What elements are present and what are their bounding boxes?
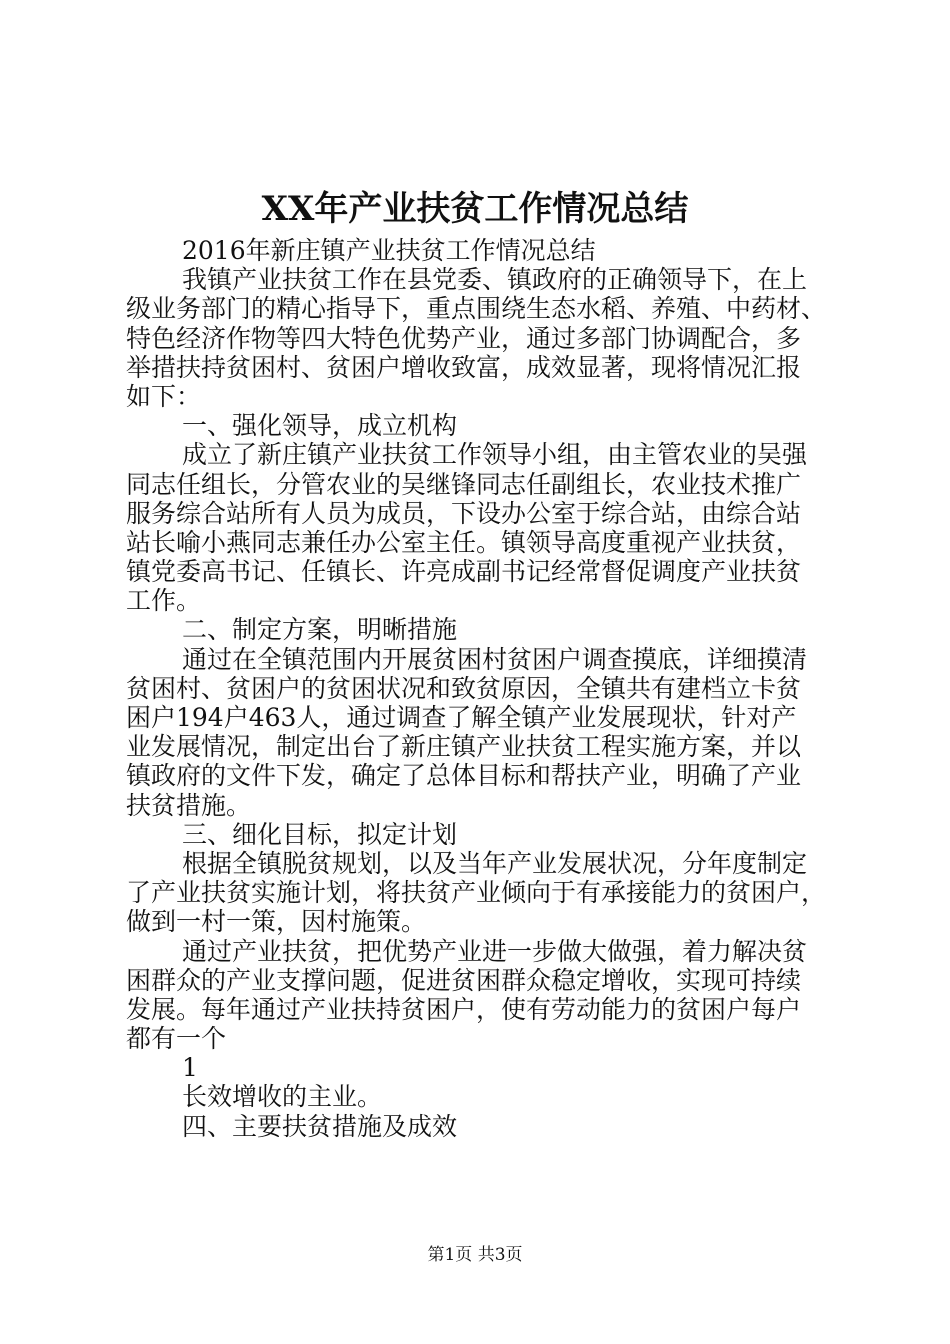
body-line: 服务综合站所有人员为成员，下设办公室于综合站，由综合站 xyxy=(126,498,802,528)
body-line: 通过产业扶贫，把优势产业进一步做大做强，着力解决贫 xyxy=(182,936,808,966)
body-line: 我镇产业扶贫工作在县党委、镇政府的正确领导下，在上 xyxy=(182,265,808,295)
section-heading: 四、主要扶贫措施及成效 xyxy=(182,1111,458,1141)
body-line: 工作。 xyxy=(126,586,202,616)
body-line: 同志任组长，分管农业的吴继锋同志任副组长，农业技术推广 xyxy=(126,469,802,499)
body-line: 2016年新庄镇产业扶贫工作情况总结 xyxy=(182,236,596,265)
page-footer: 第1页 共3页 xyxy=(427,1245,523,1265)
body-line: 镇党委高书记、任镇长、许亮成副书记经常督促调度产业扶贫 xyxy=(126,557,802,587)
body-line: 举措扶持贫困村、贫困户增收致富，成效显著，现将情况汇报 xyxy=(126,352,802,382)
body-line: 站长喻小燕同志兼任办公室主任。镇领导高度重视产业扶贫， xyxy=(126,527,802,557)
body-line: 做到一村一策，因村施策。 xyxy=(126,907,427,937)
body-line: 镇政府的文件下发，确定了总体目标和帮扶产业，明确了产业 xyxy=(126,761,802,791)
section-heading: 二、制定方案，明晰措施 xyxy=(182,615,458,645)
body-line: 发展。每年通过产业扶持贫困户，使有劳动能力的贫困户每户 xyxy=(126,994,802,1024)
body-line: 了产业扶贫实施计划，将扶贫产业倾向于有承接能力的贫困户， xyxy=(126,878,827,908)
body-line: 业发展情况，制定出台了新庄镇产业扶贫工程实施方案，并以 xyxy=(126,732,802,762)
body-line: 扶贫措施。 xyxy=(126,790,252,820)
body-line: 困群众的产业支撑问题，促进贫困群众稳定增收，实现可持续 xyxy=(126,965,802,995)
body-line: 如下： xyxy=(126,381,202,411)
document-title: XX年产业扶贫工作情况总结 xyxy=(261,189,689,229)
section-heading: 三、细化目标，拟定计划 xyxy=(182,819,458,849)
document-body xyxy=(126,236,836,1141)
body-line: 都有一个 xyxy=(126,1024,227,1054)
body-line: 级业务部门的精心指导下，重点围绕生态水稻、养殖、中药材、 xyxy=(126,294,827,324)
section-heading: 一、强化领导，成立机构 xyxy=(182,411,458,441)
body-line: 特色经济作物等四大特色优势产业，通过多部门协调配合，多 xyxy=(126,323,802,353)
body-line: 根据全镇脱贫规划，以及当年产业发展状况，分年度制定 xyxy=(182,848,808,878)
page-number-marker: 1 xyxy=(182,1053,198,1083)
body-line: 困户194户463人，通过调查了解全镇产业发展现状，针对产 xyxy=(126,703,797,732)
body-line: 成立了新庄镇产业扶贫工作领导小组，由主管农业的吴强 xyxy=(182,440,808,470)
body-line: 通过在全镇范围内开展贫困村贫困户调查摸底，详细摸清 xyxy=(182,644,808,674)
body-line: 贫困村、贫困户的贫困状况和致贫原因，全镇共有建档立卡贫 xyxy=(126,673,802,703)
body-line: 长效增收的主业。 xyxy=(182,1082,383,1112)
